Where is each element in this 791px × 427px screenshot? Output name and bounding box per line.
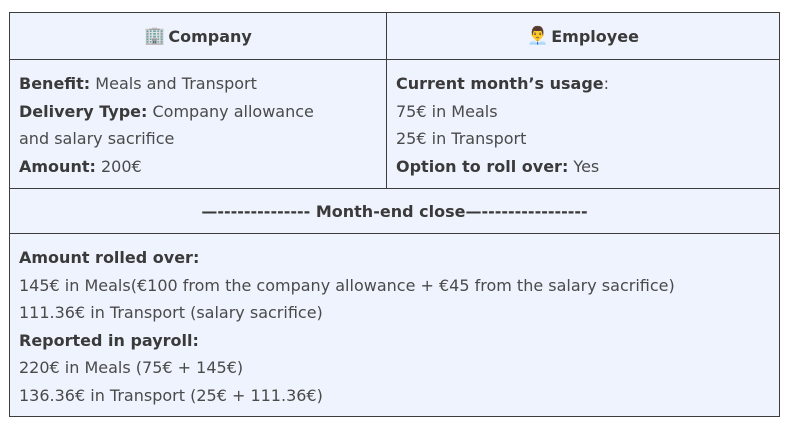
column-divider: [386, 13, 387, 189]
amount-value: 200€: [95, 156, 142, 176]
delivery-line: [19, 98, 314, 126]
employee-details: [396, 70, 609, 180]
company-details: [19, 70, 314, 180]
rolled-over-transport: 111.36€ in Transport (salary sacrifice): [19, 303, 323, 322]
employee-header-label: Employee: [551, 26, 639, 46]
rollover-label: Option to roll over:: [396, 156, 569, 176]
rolled-over-meals: 145€ in Meals(€100 from the company allowance + €45 from the salary sacrifice): [19, 275, 675, 295]
employee-header: [387, 13, 779, 59]
divider-line: [10, 59, 779, 60]
rollover-line: [396, 153, 609, 181]
office-building-icon: 🏢: [144, 26, 166, 46]
amount-line: [19, 153, 314, 181]
usage-colon: :: [603, 74, 610, 93]
usage-label: Current month’s usage: [396, 74, 604, 93]
rolled-over-label: Amount rolled over:: [19, 248, 200, 267]
payroll-meals: 220€ in Meals (75€ + 145€): [19, 358, 244, 377]
usage-meals: 75€ in Meals: [396, 101, 498, 121]
delivery-label: Delivery Type:: [19, 101, 148, 121]
benefit-table: [9, 12, 780, 417]
rollover-value: Yes: [568, 156, 600, 176]
company-header: [10, 13, 386, 59]
company-header-label: Company: [168, 26, 252, 46]
month-end-details: [19, 244, 675, 409]
amount-label: Amount:: [19, 156, 96, 176]
payroll-transport: 136.36€ in Transport (25€ + 111.36€): [19, 385, 323, 405]
benefit-label: Benefit:: [19, 74, 91, 93]
delivery-value: Company allowance: [147, 101, 314, 121]
usage-line: [396, 70, 609, 98]
office-worker-icon: 👨‍💼: [527, 26, 549, 46]
benefit-line: [19, 70, 314, 98]
benefit-value: Meals and Transport: [90, 74, 257, 93]
month-end-close-heading: —-------------- Month-end close—----------------: [201, 201, 588, 221]
usage-transport: 25€ in Transport: [396, 129, 527, 148]
divider-line: [10, 233, 779, 234]
payroll-label: Reported in payroll:: [19, 330, 199, 350]
delivery-line-cont: and salary sacrifice: [19, 129, 175, 148]
